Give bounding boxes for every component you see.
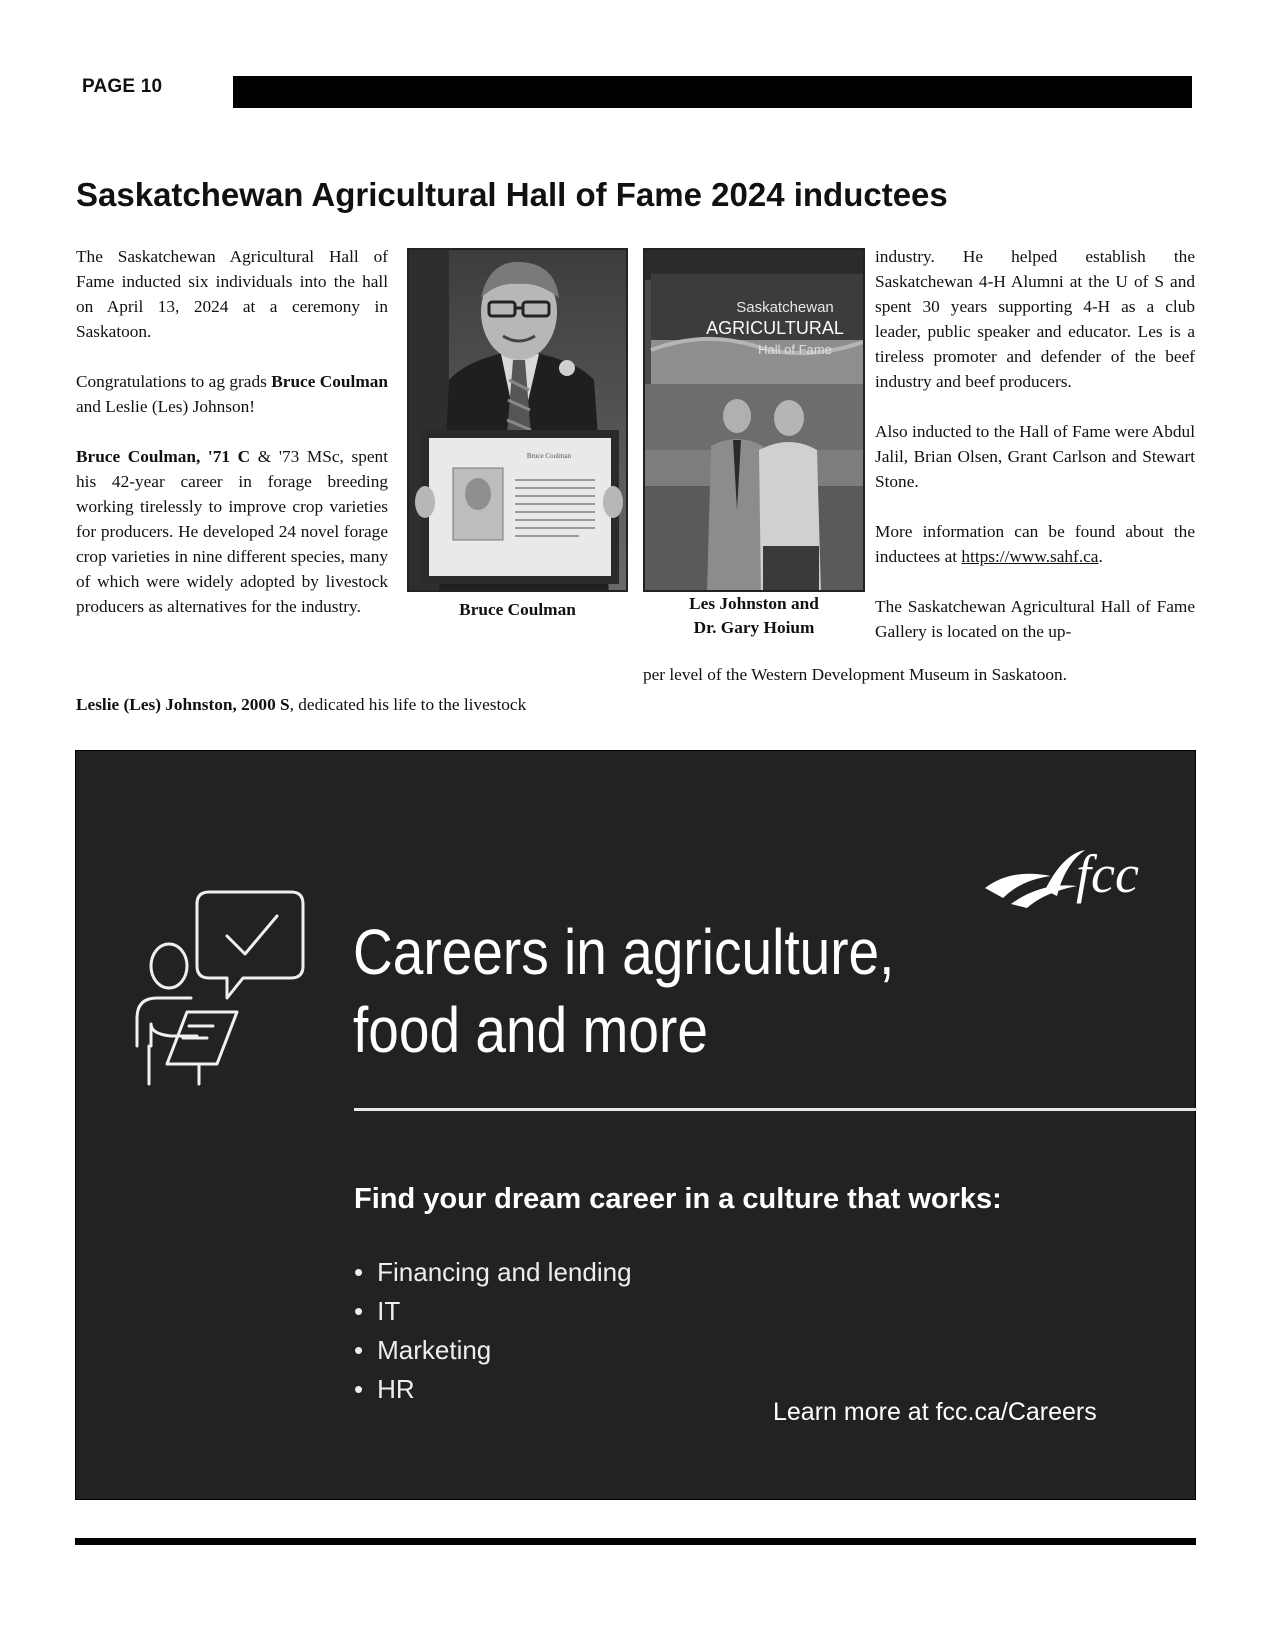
banner-line-2: AGRICULTURAL (706, 318, 844, 338)
ad-divider (354, 1108, 1197, 1111)
johnston-paragraph: industry. He helped establish the Saskatchewan 4-H Alumni at the U of S and spent 30 years supporting 4-H as a club leader, public speaker and educator. Les is a tireless promoter and defender of the beef industry and beef producers. (875, 247, 1195, 391)
list-item: • Financing and lending (354, 1253, 632, 1292)
page-number: PAGE 10 (82, 76, 163, 97)
list-item: • Marketing (354, 1331, 632, 1370)
fcc-careers-ad[interactable] (75, 750, 1196, 1500)
portrait-illustration (409, 250, 628, 592)
event-photo-illustration (645, 250, 865, 592)
johnston-intro-line: Leslie (Les) Johnston, 2000 S, dedicated his life to the livestock (76, 695, 527, 714)
article-column-1 (76, 244, 388, 619)
photo-bruce-coulman (407, 248, 628, 592)
person-checklist-icon (131, 886, 316, 1086)
article-title: Saskatchewan Agricultural Hall of Fame 2024 inductees (76, 176, 948, 213)
coulman-paragraph: Bruce Coulman, '71 C & '73 MSc, spent his 42-year career in forage breeding working tirelessly to improve crop varieties for producers. He developed 24 novel forage crop varieties in nine different species, many of which were widely adopted by livestock producers as alternatives for the industry. (76, 447, 388, 616)
photo1-caption: Bruce Coulman (459, 600, 576, 619)
banner-line-1: Saskatchewan (736, 299, 834, 316)
gallery-paragraph-part2: per level of the Western Development Museum in Saskatoon. (643, 665, 1067, 684)
list-item: • HR (354, 1370, 632, 1409)
congrats-paragraph: Congratulations to ag grads Bruce Coulman and Leslie (Les) Johnson! (76, 372, 388, 416)
ad-bullet-list (354, 1253, 632, 1409)
gallery-paragraph-part1: The Saskatchewan Agricultural Hall of Fame Gallery is located on the up- (875, 597, 1195, 641)
photo2-caption: Les Johnston and Dr. Gary Hoium (689, 594, 819, 637)
banner-line-3: Hall of Fame (758, 342, 832, 357)
ad-subheading: Find your dream career in a culture that works: (354, 1183, 1002, 1215)
intro-paragraph: The Saskatchewan Agricultural Hall of Fame inducted six individuals into the hall on April 13, 2024 at a ceremony in Saskatoon. (76, 247, 388, 341)
article-column-3 (875, 244, 1195, 644)
fcc-logo-text: fcc (1076, 844, 1139, 904)
list-item: • IT (354, 1292, 632, 1331)
footer-rule (75, 1538, 1196, 1545)
careers-link[interactable]: Learn more at fcc.ca/Careers (773, 1398, 1097, 1426)
certificate-title: Bruce Coulman (526, 452, 572, 460)
photo-les-johnston-gary-hoium (643, 248, 865, 592)
more-info-paragraph: More information can be found about the inductees at https://www.sahf.ca. (875, 522, 1195, 566)
header-bar (233, 76, 1192, 108)
ad-headline: Careers in agriculture, food and more (353, 916, 895, 1066)
other-inductees-paragraph: Also inducted to the Hall of Fame were Abdul Jalil, Brian Olsen, Grant Carlson and Stewart Stone. (875, 422, 1195, 491)
sahf-link[interactable]: https://www.sahf.ca (961, 547, 1099, 566)
